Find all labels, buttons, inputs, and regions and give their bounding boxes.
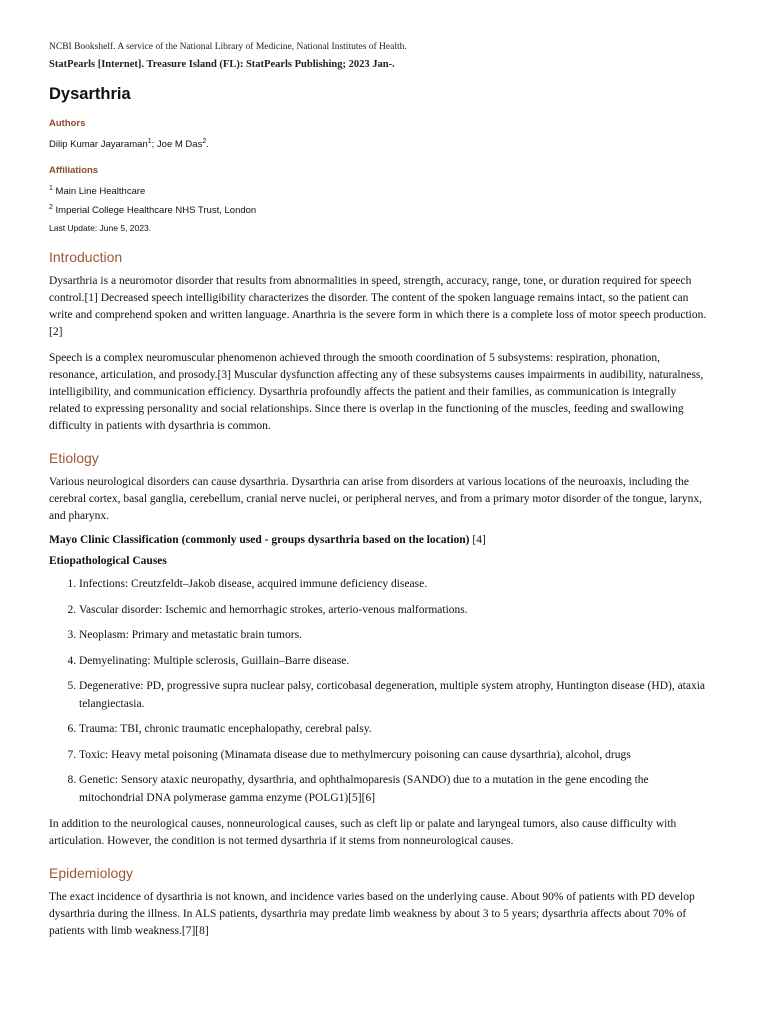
list-item: 4. Demyelinating: Multiple sclerosis, Guillain–Barre disease. [79,653,709,671]
section-heading-introduction: Introduction [49,249,123,266]
list-item: 8. Genetic: Sensory ataxic neuropathy, dysarthria, and ophthalmoparesis (SANDO) due to a mutation in the gene encoding the mitochondrial DNA polymerase gamma enzyme (POLG1)[5][6] [79,772,709,807]
paragraph: Speech is a complex neuromuscular phenomenon achieved through the smooth coordination of 5 subsystems: respiration, phonation, resonance, articulation, and prosody.[3] Muscular dysfunction affecting any of these subsystems causes impairments in audibility, naturalness, intelligibility, and communication efficiency. Dysarthria profoundly affects the patient and their families, as communication is integrally related to expressing personality and social relationships. Since there is overlap in the functioning of the muscles, feeding and swallowing difficulty in patients with dysarthria is common. [49,352,704,433]
author-affiliation-sup: 1 [147,138,152,145]
document-page [49,42,709,949]
list-item: 2. Vascular disorder: Ischemic and hemorrhagic strokes, arterio-venous malformations. [79,602,709,620]
affiliation-item [49,201,709,217]
list-item: 7. Toxic: Heavy metal poisoning (Minamata disease due to methylmercury poisoning can cause dysarthria), alcohol, drugs [79,747,709,765]
author-name: Dilip Kumar Jayaraman [49,139,148,151]
section-heading-epidemiology: Epidemiology [49,865,134,882]
etiopathological-causes-heading: Etiopathological Causes [49,555,167,568]
affiliation-text: Main Line Healthcare [52,186,146,198]
authors-section [49,118,709,151]
mayo-heading-text: Mayo Clinic Classification (commonly used - groups dysarthria based on the location) [49,534,470,547]
list-item: 3. Neoplasm: Primary and metastatic brain tumors. [79,627,709,645]
page-title: Dysarthria [49,85,131,103]
affiliation-item [49,182,709,198]
list-item: 5. Degenerative: PD, progressive supra nuclear palsy, corticobasal degeneration, multiple system atrophy, Huntington disease (HD), ataxia telangiectasia. [79,678,709,713]
author-end: . [206,139,209,151]
paragraph: Various neurological disorders can cause dysarthria. Dysarthria can arise from disorders at various locations of the neuroaxis, including the cerebral cortex, basal ganglia, cerebellum, cranial nerve nuclei, or peripheral nerves, and from a primary motor disorder of the tongue, larynx, and pharynx. [49,476,702,523]
paragraph: Dysarthria is a neuromotor disorder that results from abnormalities in speed, strength, accuracy, range, tone, or duration required for speech control.[1] Decreased speech intelligibility characterizes the disorder. The content of the spoken language remains intact, so the patient can write and comprehend spoken and written language. Anarthria is the severe form in which there is a complete loss of motor speech production.[2] [49,275,707,339]
affiliation-text: Imperial College Healthcare NHS Trust, London [52,205,257,217]
ncbi-attribution: NCBI Bookshelf. A service of the National Library of Medicine, National Institutes of Health. [49,42,407,52]
author-separator: ; [151,139,157,151]
causes-list [49,576,709,807]
section-heading-etiology: Etiology [49,450,99,467]
paragraph: In addition to the neurological causes, nonneurological causes, such as cleft lip or palate and laryngeal tumors, also cause difficulty with articulation. However, the condition is not termed dysarthria if it stems from nonneurological causes. [49,818,677,848]
affiliations-section [49,165,709,217]
affiliations-label: Affiliations [49,165,99,177]
citation-line: StatPearls [Internet]. Treasure Island (FL): StatPearls Publishing; 2023 Jan-. [49,59,395,70]
affiliation-sup: 2 [49,204,53,212]
last-update: Last Update: June 5, 2023. [49,223,152,234]
author-name: Joe M Das [156,139,203,151]
mayo-heading-ref: [4] [469,534,486,547]
affiliation-sup: 1 [49,185,53,193]
list-item: 1. Infections: Creutzfeldt–Jakob disease, acquired immune deficiency disease. [79,576,709,594]
mayo-classification-heading [49,534,709,546]
list-item: 6. Trauma: TBI, chronic traumatic encephalopathy, cerebral palsy. [79,721,709,739]
author-affiliation-sup: 2 [202,138,207,145]
authors-list [49,135,709,151]
authors-label: Authors [49,118,86,129]
paragraph: The exact incidence of dysarthria is not known, and incidence varies based on the underlying cause. About 90% of patients with PD develop dysarthria during the illness. In ALS patients, dysarthria may predate limb weakness by about 3 to 5 years; dysarthria affects about 70% of patients with limb weakness.[7][8] [49,891,695,938]
